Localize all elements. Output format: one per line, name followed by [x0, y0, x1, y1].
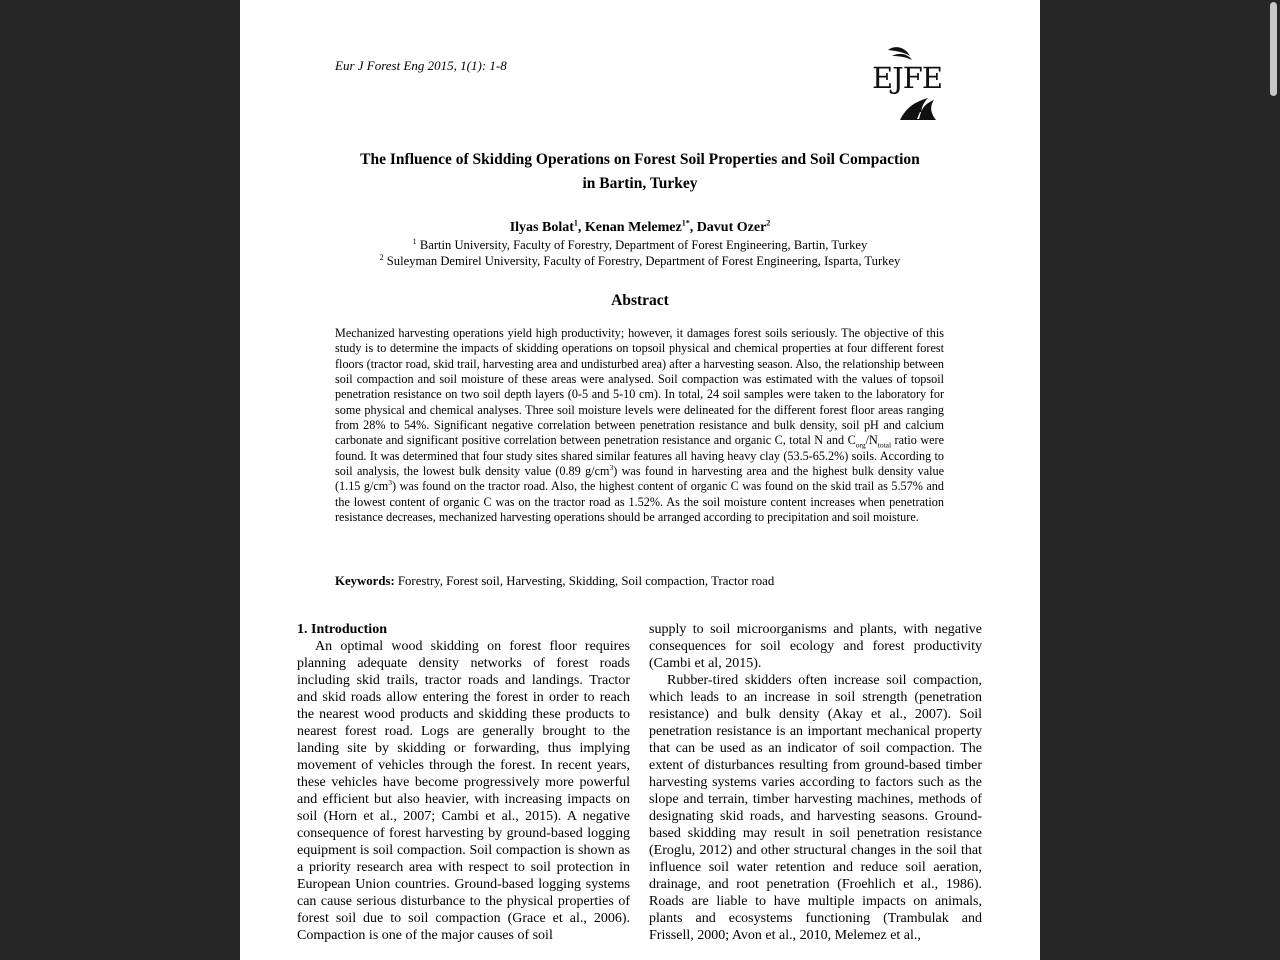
author-superscript: 2 [766, 218, 771, 228]
author-name: Kenan Melemez [584, 220, 682, 235]
abstract-text: ratio were found. It was determined that four study sites shared similar features all having heavy clay (53.5-65.2%) soils. According to soil analysis, the lowest bulk density value (0.89 g/cm [335, 433, 945, 479]
abstract-text: ) was found in harvesting area and the highest bulk density value (1.15 g/cm [335, 464, 944, 494]
ejfe-logo [870, 46, 946, 120]
keywords-label: Keywords: [335, 574, 395, 588]
body-paragraph: Rubber-tired skidders often increase soil compaction, which leads to an increase in soil strength (penetration resistance) and bulk density (Akay et al., 2007). Soil penetration resistance is an important mechanical property that can be used as an indicator of soil compaction. The extent of disturbances resulting from ground-based timber harvesting systems varies according to factors such as the slope and terrain, timber harvesting machines, methods of designating skid roads, and harvesting seasons. Ground-based skidding may result in soil penetration resistance (Eroglu, 2012) and other structural changes in the soil that influence soil water retention and reduce soil aeration, drainage, and root penetration (Froehlich et al., 1986). Roads are liable to have multiple impacts on animals, plants and ecosystems functioning (Trambulak and Frissell, 2000; Avon et al., 2010, Melemez et al., [649, 673, 982, 943]
keywords [335, 574, 774, 589]
svg-text:EJFE: EJFE [872, 61, 943, 95]
abstract-heading: Abstract [611, 292, 669, 309]
keywords-text: Forestry, Forest soil, Harvesting, Skidding, Soil compaction, Tractor road [394, 574, 775, 588]
author-list [240, 220, 1040, 236]
section-heading-introduction: 1. Introduction [297, 622, 387, 637]
ejfe-logo-icon [870, 46, 946, 120]
body-column-left [297, 621, 630, 944]
affiliation-number: 1 [412, 236, 417, 246]
abstract-subscript: org [855, 440, 866, 450]
body-paragraph: An optimal wood skidding on forest floor requires planning adequate density networks of forest roads including skid trails, tractor roads and landings. Tractor and skid roads allow entering the forest in order to reach the nearest wood products and skidding these products to nearest forest road. Logs are generally brought to the landing site by skidding or forwarding, thus implying movement of vehicles through the forest. In recent years, these vehicles have become progressively more powerful and efficient but also heavier, with increasing impacts on soil (Horn et al., 2007; Cambi et al., 2015). A negative consequence of forest harvesting by ground-based logging equipment is soil compaction. Soil compaction is shown as a priority research area with respect to soil protection in European Union countries. Ground-based logging systems can cause serious disturbance to the physical properties of forest soil due to soil compaction (Grace et al., 2006). Compaction is one of the major causes of soil [297, 639, 630, 943]
affiliation-text: Bartin University, Faculty of Forestry, Department of Forest Engineering, Bartin, Turkey [419, 238, 868, 252]
journal-reference: Eur J Forest Eng 2015, 1(1): 1-8 [335, 58, 507, 73]
affiliation-1 [240, 238, 1040, 253]
paper-title [340, 148, 940, 196]
vertical-scrollbar[interactable] [1266, 0, 1280, 960]
author-separator: , [577, 220, 585, 235]
pdf-page [240, 0, 1040, 960]
body-paragraph: supply to soil microorganisms and plants, with negative consequences for soil ecology and forest productivity (Cambi et al, 2015). [649, 622, 982, 671]
title-line-1: The Influence of Skidding Operations on Forest Soil Properties and Soil Compaction [360, 151, 920, 168]
abstract-text: /N [865, 433, 878, 448]
body-column-right [649, 621, 982, 944]
author-superscript: 1* [681, 218, 690, 228]
author-name: Davut Ozer [696, 220, 767, 235]
author-name: Ilyas Bolat [509, 220, 574, 235]
abstract-text: Mechanized harvesting operations yield high productivity; however, it damages forest soils seriously. The objective of this study is to determine the impacts of skidding operations on topsoil physical and chemical properties at four different forest floors (tractor road, skid trail, harvesting area and undisturbed area) after a harvesting season. Also, the relationship between soil compaction and soil moisture of these areas were analysed. Soil compaction was estimated with the values of topsoil penetration resistance on two soil depth layers (0-5 and 5-10 cm). In total, 24 soil samples were taken to the laboratory for some physical and chemical analyses. Three soil moisture levels were delineated for the different forest floor areas ranging from 28% to 54%. Significant negative correlation between penetration resistance and bulk density, soil pH and calcium carbonate and significant positive correlation between penetration resistance and organic C, total N and C [335, 326, 944, 448]
author-superscript: 1 [573, 218, 578, 228]
title-line-2: in Bartin, Turkey [582, 175, 698, 192]
abstract-subscript: total [877, 440, 892, 450]
affiliation-2 [240, 254, 1040, 269]
abstract-text: ) was found on the tractor road. Also, the highest content of organic C was found on the skid trail as 5.57% and the lowest content of organic C was on the tractor road as 1.52%. As the soil moisture content increases when penetration resistance decreases, mechanized harvesting operations should be arranged according to precipitation and soil moisture. [335, 479, 944, 525]
scrollbar-thumb[interactable] [1270, 2, 1277, 96]
abstract-superscript: 3 [609, 463, 614, 473]
affiliation-number: 2 [379, 252, 384, 262]
affiliation-text: Suleyman Demirel University, Faculty of Forestry, Department of Forest Engineering, Isparta, Turkey [386, 254, 901, 268]
author-separator: , [689, 220, 697, 235]
abstract-body [335, 326, 944, 525]
abstract-superscript: 3 [388, 478, 393, 488]
